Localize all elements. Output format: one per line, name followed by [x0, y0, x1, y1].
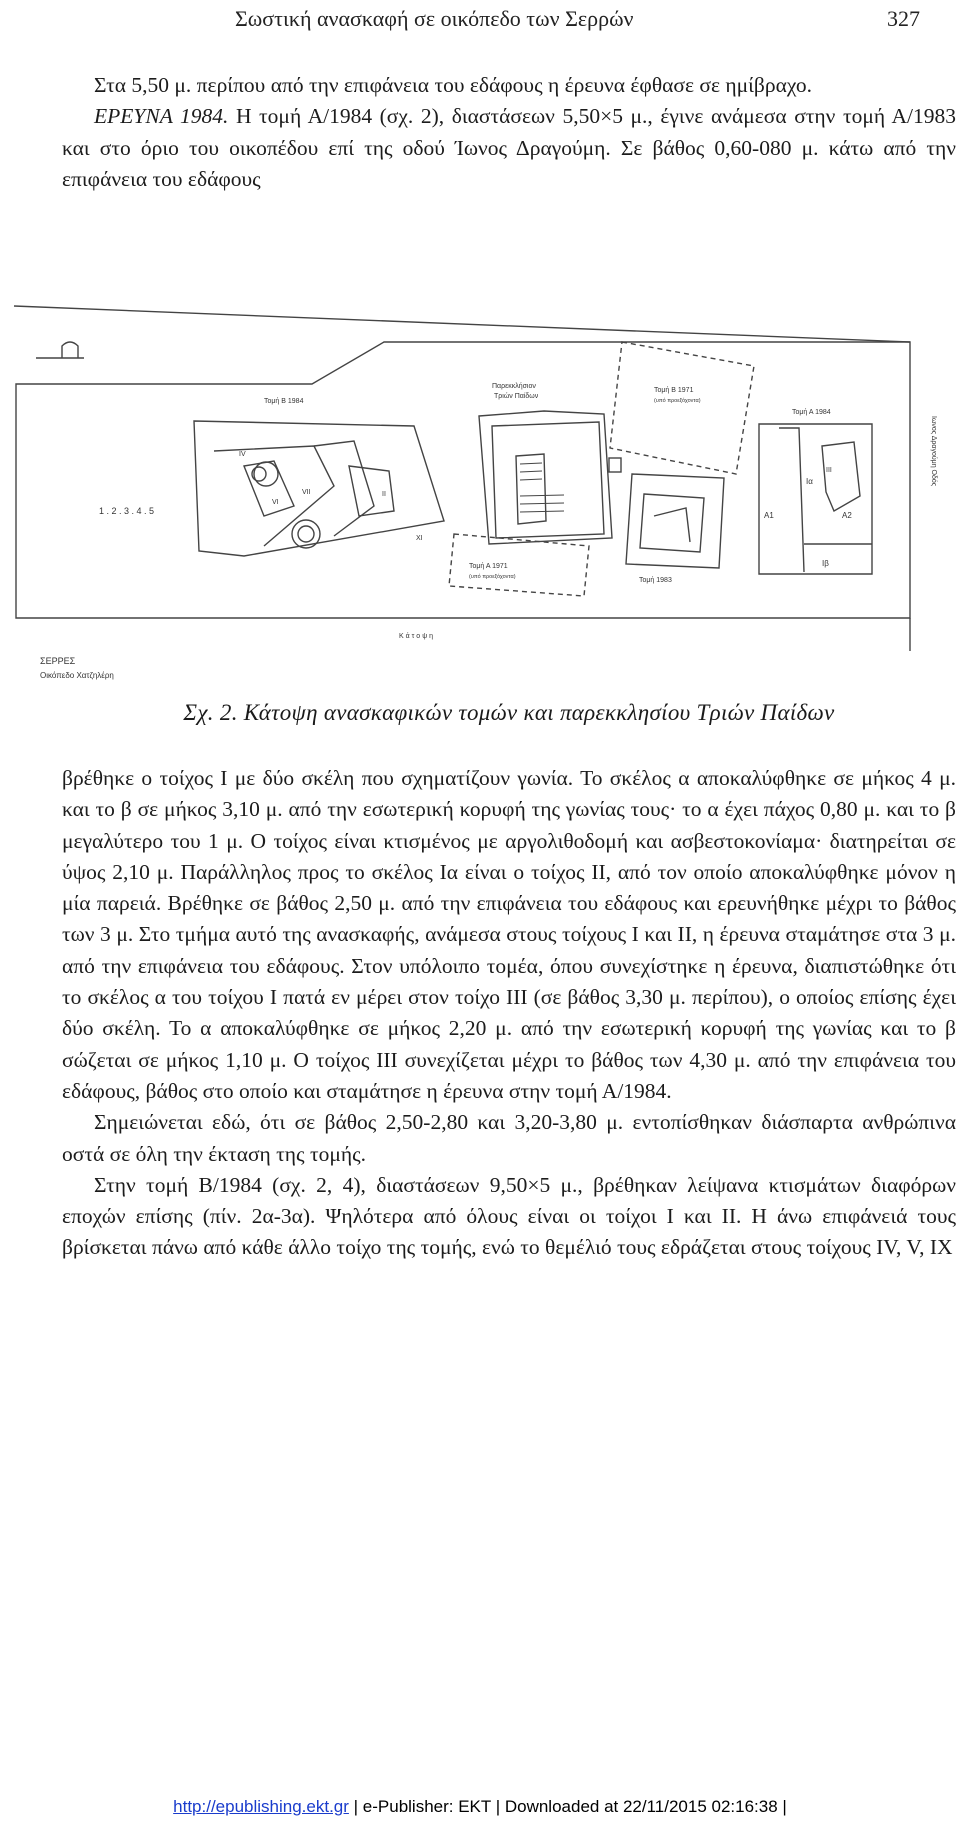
publisher-link[interactable]: http://epublishing.ekt.gr	[173, 1797, 349, 1816]
label-chapel-2: Τριών Παίδων	[494, 393, 539, 400]
running-title: Σωστική ανασκαφή σε οικόπεδο των Σερρών	[235, 6, 634, 31]
label-tomi-a-1971-sub: (υπό προεξόχοντα)	[469, 574, 516, 580]
label-ia: Ια	[806, 477, 813, 486]
label-region: ΣΕΡΡΕΣ	[40, 656, 76, 666]
label-tomi-a-1984: Τομή Α 1984	[792, 409, 831, 416]
trench-b-1971	[610, 342, 754, 474]
excavation-text: Η τομή Α/1984 (σχ. 2), διαστάσεων 5,50×5 μ., έγινε ανάμεσα στην τομή Α/1983 και στο όριο του οικοπέδου επί της οδού Ίωνος Δραγούμη. Σε βάθος 0,60-080 μ. κάτω από την επιφάνεια του εδάφους	[62, 104, 956, 191]
label-chapel-1: Παρεκκλήσιον	[492, 383, 536, 390]
label-tomi-b-1971: Τομή Β 1971	[654, 387, 694, 394]
label-tomi-b-1984: Τομή Β 1984	[264, 398, 304, 405]
chapel-symbol	[36, 342, 84, 358]
plan-figure	[14, 306, 937, 686]
paragraph: βρέθηκε ο τοίχος Ι με δύο σκέλη που σχηματίζουν γωνία. Το σκέλος α αποκαλύφθηκε σε μήκος 4 μ. και το β σε μήκος 3,10 μ. από την εσωτερική κορυφή της γωνίας τους· το α έχει πάχος 0,80 μ. και το β μεγαλύτερο του 1 μ. Ο τοίχος είναι κτισμένος με αργολιθοδομή και ασβεστοκονίαμα· διατηρείται σε ύψος 2,10 μ. Παράλληλος προς το σκέλος Ια είναι ο τοίχος ΙΙ, από τον οποίο αποκαλύφθηκε μόνον η μία παρειά. Βρέθηκε σε βάθος 2,50 μ. από την επιφάνεια του εδάφους και ερευνήθηκε μέχρι το βάθος των 3 μ. Στο τμήμα αυτό της ανασκαφής, ανάμεσα στους τοίχους Ι και ΙΙ, η έρευνα σταμάτησε στα 3 μ. από την επιφάνεια του εδάφους. Στον υπόλοιπο τομέα, όπου συνεχίστηκε η έρευνα, διαπιστώθηκε ότι το σκέλος α του τοίχου Ι πατά εν μέρει στον τοίχο ΙΙΙ (σε βάθος 3,30 μ. περίπου), ο οποίος επίσης έχει δύο σκέλη. Το α αποκαλύφθηκε σε μήκος 2,20 μ. από την εσωτερική κορυφή της γωνίας και το β σώζεται σε μήκος 1,10 μ. Ο τοίχος ΙΙΙ συνεχίζεται μέχρι το βάθος των 4,30 μ. από την επιφάνεια του εδάφους, βάθος στο οποίο και σταμάτησε η έρευνα στην τομή Α/1984.	[62, 766, 956, 1103]
label-a2: Α2	[842, 511, 852, 520]
label-xi: XI	[416, 535, 423, 542]
label-vi: VI	[272, 499, 279, 506]
label-ii: II	[382, 491, 386, 498]
scale-bar: 1 . 2 . 3 . 4 . 5	[99, 506, 155, 516]
chapel-outline	[479, 411, 612, 544]
label-side-street: Ιωνος Δραγούμη Οδός	[930, 416, 937, 487]
running-head	[60, 6, 920, 36]
paragraph: Στην τομή Β/1984 (σχ. 2, 4), διαστάσεων 9,50×5 μ., βρέθηκαν λείψανα κτισμάτων διαφόρων εποχών επίσης (πίν. 2α-3α). Ψηλότερα από όλους είναι οι τοίχοι Ι και ΙΙ. Η άνω επιφάνειά τους βρίσκεται πάνω από κάθε άλλο τοίχο της τομής, ενώ το θεμέλιό τους εδράζεται στους τοίχους IV, V, IX	[62, 1172, 956, 1260]
label-ib: Ιβ	[822, 559, 829, 568]
figure-caption: Σχ. 2. Κάτοψη ανασκαφικών τομών και παρεκκλησίου Τριών Παίδων	[183, 700, 835, 725]
label-iv: IV	[239, 451, 246, 458]
label-tomi-b-1971-sub: (υπό προεξόχοντα)	[654, 398, 701, 404]
paragraph: Σημειώνεται εδώ, ότι σε βάθος 2,50-2,80 και 3,20-3,80 μ. εντοπίσθηκαν διάσπαρτα ανθρώπινα οστά σε όλη την έκταση της τομής.	[62, 1110, 956, 1166]
label-iii: III	[826, 467, 832, 474]
trench-b-1984	[194, 421, 444, 556]
download-footer	[0, 1797, 960, 1817]
label-plot: Οικόπεδο Χατζηλέρη	[40, 671, 114, 680]
top-text	[62, 70, 956, 195]
label-a1: Α1	[764, 511, 774, 520]
trench-1983	[626, 474, 724, 568]
label-vii: VII	[302, 489, 311, 496]
paragraph: Στα 5,50 μ. περίπου από την επιφάνεια του εδάφους η έρευνα έφθασε σε ημίβραχο.	[94, 73, 813, 97]
label-plan: Κάτοψη	[399, 633, 436, 640]
main-text	[62, 763, 956, 1264]
footer-info: | e-Publisher: EKT | Downloaded at 22/11/2015 02:16:38 |	[348, 1797, 787, 1816]
label-tomi-a-1971: Τομή Α 1971	[469, 563, 508, 570]
label-tomi-1983: Τομή 1983	[639, 577, 672, 584]
excavation-paragraph	[62, 101, 956, 195]
plot-boundary	[16, 342, 910, 618]
page-number: 327	[887, 6, 920, 31]
section-heading: ΕΡΕΥΝΑ 1984.	[94, 104, 229, 129]
plan-drawing	[14, 306, 937, 686]
